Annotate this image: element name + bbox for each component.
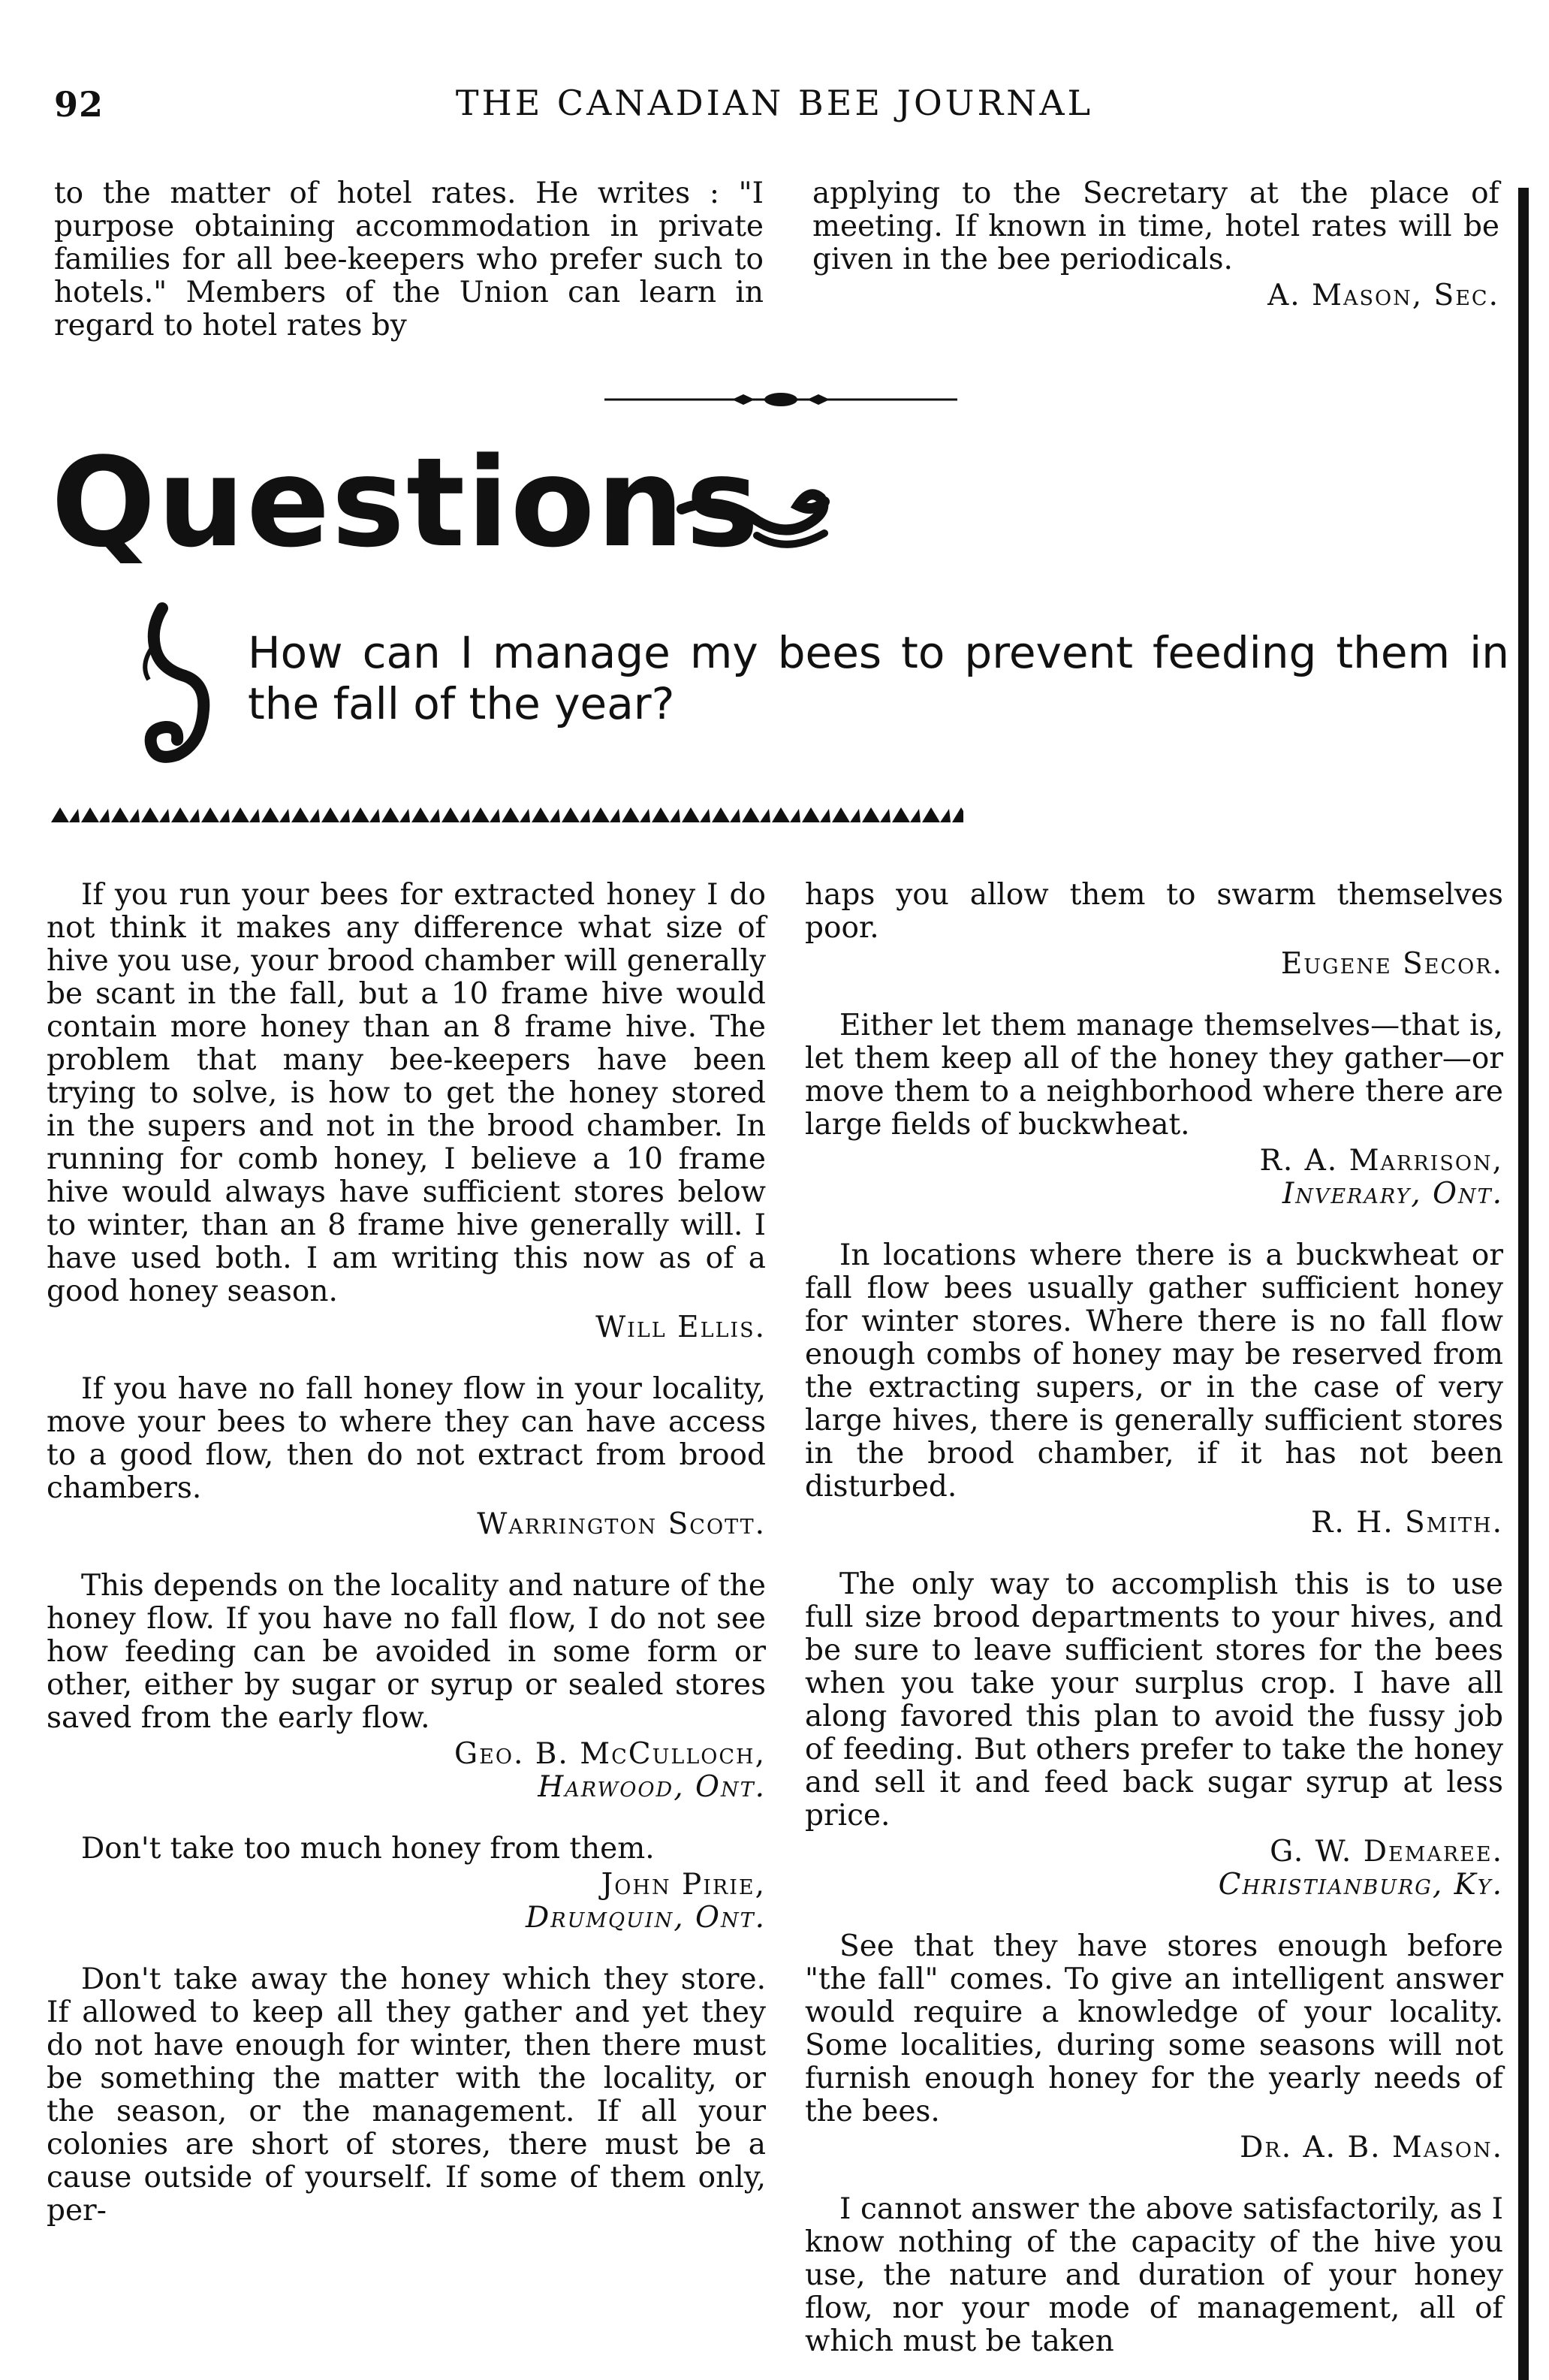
paragraph-gap	[47, 1935, 766, 1963]
border-motif	[81, 807, 110, 822]
border-motif	[171, 807, 200, 822]
signature-place: Inverary, Ont.	[1282, 1177, 1503, 1211]
top-right-column	[812, 177, 1499, 312]
signature-place: Harwood, Ont.	[538, 1770, 766, 1804]
signature-name: R. H. Smith.	[1311, 1506, 1503, 1540]
answer-paragraph: In locations where there is a buckwheat or fall flow bees usually gather sufficient honey for winter stores. Where there is no fall flow enough combs of honey may be reserved from the extracting supers, or in the case of very large hives, there is generally sufficient stores in the brood chamber, if it has not been disturbed.	[805, 1238, 1503, 1504]
answer-signature	[47, 1508, 766, 1541]
answer-paragraph: I cannot answer the above satisfactorily, as I know nothing of the capacity of the hive you use, the nature and duration of your honey flow, nor your mode of management, all of which must be taken	[805, 2192, 1503, 2358]
signature-place: Christianburg, Ky.	[1218, 1868, 1503, 1902]
answer-signature	[805, 1507, 1503, 1540]
border-motif	[772, 807, 800, 822]
answer-signature	[805, 948, 1503, 981]
answer-paragraph: See that they have stores enough before "the fall" comes. To give an intelligent answer would require a knowledge of your locality. Some localities, during some seasons will not furnish enough honey for the yearly needs of the bees.	[805, 1929, 1503, 2128]
paragraph-gap	[47, 1541, 766, 1570]
border-motif	[472, 807, 500, 822]
border-motif	[922, 807, 951, 822]
answer-paragraph: If you run your bees for extracted honey I do not think it makes any difference what size of hive you use, your brood chamber will generally be scant in the fall, but a 10 frame hive would contain more honey than an 8 frame hive. The problem that many bee-keepers have been trying to solve, is how to get the honey stored in the supers and not in the brood chamber. In running for comb honey, I believe a 10 frame hive would always have sufficient stores below to winter, than an 8 frame hive generally will. I have used both. I am writing this now as of a good honey season.	[47, 878, 766, 1308]
answer-paragraph: haps you allow them to swarm themselves poor.	[805, 878, 1503, 945]
border-motif	[952, 807, 963, 822]
paragraph-gap	[47, 1344, 766, 1373]
border-motif	[682, 807, 710, 822]
border-motif	[351, 807, 380, 822]
signature-name: Eugene Secor.	[1280, 947, 1503, 981]
border-motif	[562, 807, 590, 822]
paragraph-gap	[805, 1902, 1503, 1930]
signature-name: Will Ellis.	[595, 1311, 766, 1344]
answer-signature	[47, 1869, 766, 1935]
answer-signature	[805, 1145, 1503, 1211]
border-motif	[532, 807, 560, 822]
border-motif	[111, 807, 140, 822]
answer-paragraph: Either let them manage themselves—that is, let them keep all of the honey they gather—or move them to a neighborhood where there are large fields of buckwheat.	[805, 1009, 1503, 1142]
paragraph-gap	[47, 1804, 766, 1833]
decorative-question-mark	[132, 593, 222, 766]
border-motif	[291, 807, 320, 822]
signature-place: Drumquin, Ont.	[526, 1901, 766, 1935]
border-motif	[502, 807, 530, 822]
signature-name: Dr. A. B. Mason.	[1240, 2131, 1503, 2164]
answer-paragraph: If you have no fall honey flow in your locality, move your bees to where they can have access to a good flow, then do not extract from brood chambers.	[47, 1372, 766, 1505]
top-right-signature	[812, 279, 1499, 312]
answer-paragraph: The only way to accomplish this is to use full size brood departments to your hives, and be sure to leave sufficient stores for the bees when you take your surplus crop. I have all along favored this plan to avoid the fussy job of feeding. But others prefer to take the honey and sell it and feed back sugar syrup at less price.	[805, 1567, 1503, 1833]
answers-left-column	[47, 879, 766, 2228]
signature-name: Geo. B. McCulloch,	[454, 1737, 766, 1771]
border-motif	[261, 807, 290, 822]
border-motif	[622, 807, 650, 822]
top-left-column	[54, 177, 764, 342]
border-motif	[892, 807, 921, 822]
answer-signature	[47, 1738, 766, 1804]
border-motif	[441, 807, 470, 822]
signature-name: G. W. Demaree.	[1270, 1835, 1503, 1869]
paragraph-gap	[805, 981, 1503, 1009]
signature-name: R. A. Marrison,	[1259, 1144, 1503, 1178]
signature-name: Warrington Scott.	[477, 1507, 766, 1541]
paragraph-gap	[805, 1540, 1503, 1568]
paragraph-gap	[805, 1211, 1503, 1239]
border-motif	[592, 807, 620, 822]
answer-signature	[47, 1311, 766, 1344]
ornamental-rule	[604, 391, 957, 409]
answers-right-column	[805, 879, 1503, 2358]
top-right-paragraph: applying to the Secretary at the place of meeting. If known in time, hotel rates will be given in the bee periodicals.	[812, 176, 1499, 276]
page-number: 92	[54, 84, 104, 125]
border-motif	[862, 807, 891, 822]
signature-name: John Pirie,	[601, 1868, 766, 1902]
border-motif	[712, 807, 740, 822]
swash-ornament	[674, 479, 839, 562]
border-motif	[652, 807, 680, 822]
running-title: THE CANADIAN BEE JOURNAL	[455, 83, 1094, 123]
border-motif	[201, 807, 230, 822]
border-motif	[231, 807, 260, 822]
border-motif	[411, 807, 440, 822]
border-motif	[381, 807, 410, 822]
answer-signature	[805, 2131, 1503, 2164]
border-motif	[141, 807, 170, 822]
answer-paragraph: This depends on the locality and nature of the honey flow. If you have no fall flow, I do not see how feeding can be avoided in some form or other, either by sugar or syrup or sealed stores saved from the early flow.	[47, 1569, 766, 1735]
section-title: Questions	[51, 431, 761, 575]
paragraph-gap	[805, 2164, 1503, 2193]
border-motif	[802, 807, 830, 822]
question-text: How can I manage my bees to prevent feeding them in the fall of the year?	[248, 627, 1509, 729]
page-edge-shadow	[1518, 188, 1529, 2380]
answer-paragraph: Don't take away the honey which they store. If allowed to keep all they gather and yet they do not have enough for winter, then there must be something the matter with the locality, or the season, or the management. If all your colonies are short of stores, there must be a cause outside of yourself. If some of them only, per-	[47, 1962, 766, 2228]
top-left-paragraph: to the matter of hotel rates. He writes : "I purpose obtaining accommodation in private families for all bee-keepers who prefer such to hotels." Members of the Union can learn in regard to hotel rates by	[54, 176, 764, 342]
border-motif	[321, 807, 350, 822]
border-motif	[832, 807, 860, 822]
answer-paragraph: Don't take too much honey from them.	[81, 1832, 655, 1866]
answer-signature	[805, 1836, 1503, 1902]
signature-name: A. Mason, Sec.	[1267, 279, 1499, 312]
border-motif	[51, 807, 80, 822]
decorative-border	[51, 800, 963, 830]
border-motif	[742, 807, 770, 822]
